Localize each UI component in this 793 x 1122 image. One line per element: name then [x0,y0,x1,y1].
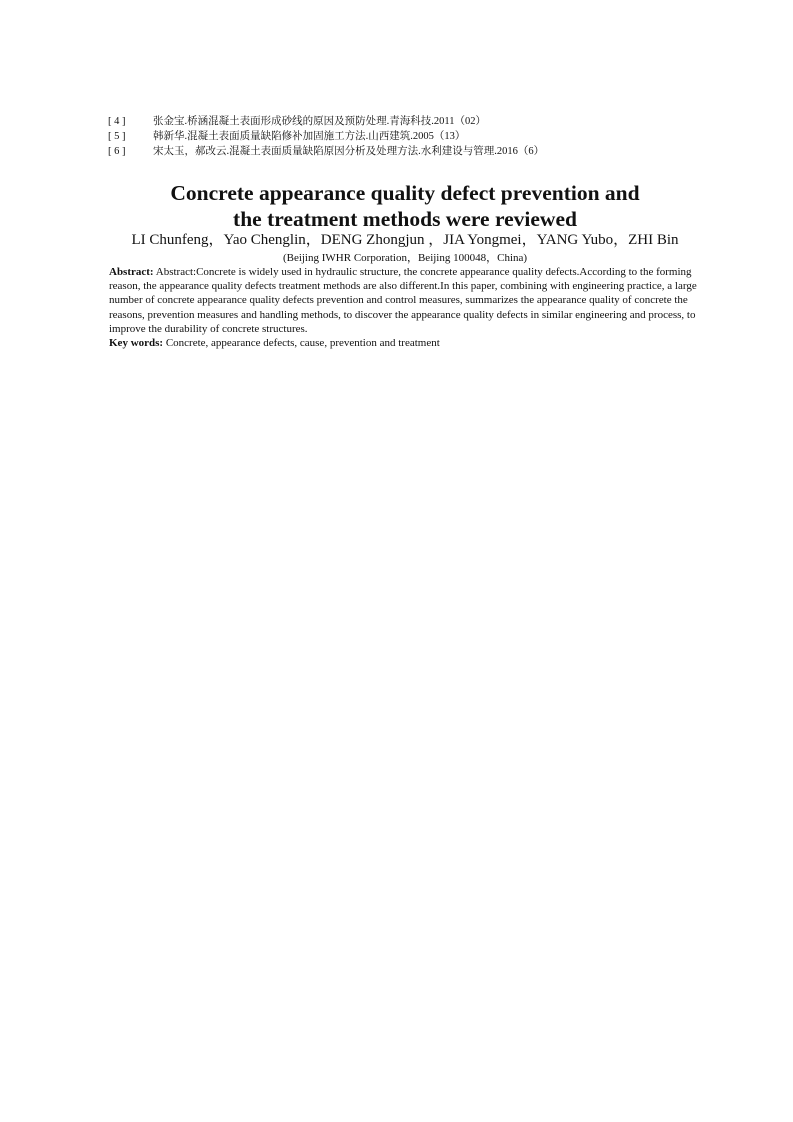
keywords-paragraph [109,336,697,350]
reference-item [108,144,748,159]
reference-number: [ 4 ] [108,116,126,127]
reference-item [108,114,748,129]
paper-title-line-2: the treatment methods were reviewed [233,207,577,231]
paper-title [60,180,750,232]
paper-title-line-1: Concrete appearance quality defect prevention and [170,181,640,205]
abstract-paragraph [109,265,697,336]
reference-list [108,114,748,159]
author-list: LI Chunfeng，Yao Chenglin，DENG Zhongjun ，JIA Yongmei，YANG Yubo，ZHI Bin [131,232,679,248]
reference-text: 韩新华.混凝土表面质量缺陷修补加固施工方法.山西建筑.2005（13） [153,131,466,142]
reference-item [108,129,748,144]
keywords-text: Concrete, appearance defects, cause, prevention and treatment [165,337,440,350]
abstract-text: Abstract:Concrete is widely used in hydraulic structure, the concrete appearance quality defects.According to the forming reason, the appearance quality defects treatment methods are also different.In this paper, combining with engineering practice, a large number of concrete appearance quality defects prevention and control measures, summarizes the appearance quality of concrete the reasons, prevention measures and handling methods, to discover the appearance quality defects in similar engineering and process, to improve the durability of concrete structures. [109,266,697,335]
reference-number: [ 6 ] [108,146,126,157]
reference-text: 宋太玉，郝改云.混凝土表面质量缺陷原因分析及处理方法.水利建设与管理.2016（6） [153,146,545,157]
affiliation: (Beijing IWHR Corporation，Beijing 100048，China) [282,252,528,264]
keywords-label: Key words: [109,337,164,350]
reference-text: 张金宝.桥涵混凝土表面形成砂线的原因及预防处理.青海科技.2011（02） [153,116,486,127]
reference-number: [ 5 ] [108,131,126,142]
abstract-section [109,265,697,350]
paper-title-block [60,180,750,232]
abstract-label: Abstract: [109,266,154,278]
